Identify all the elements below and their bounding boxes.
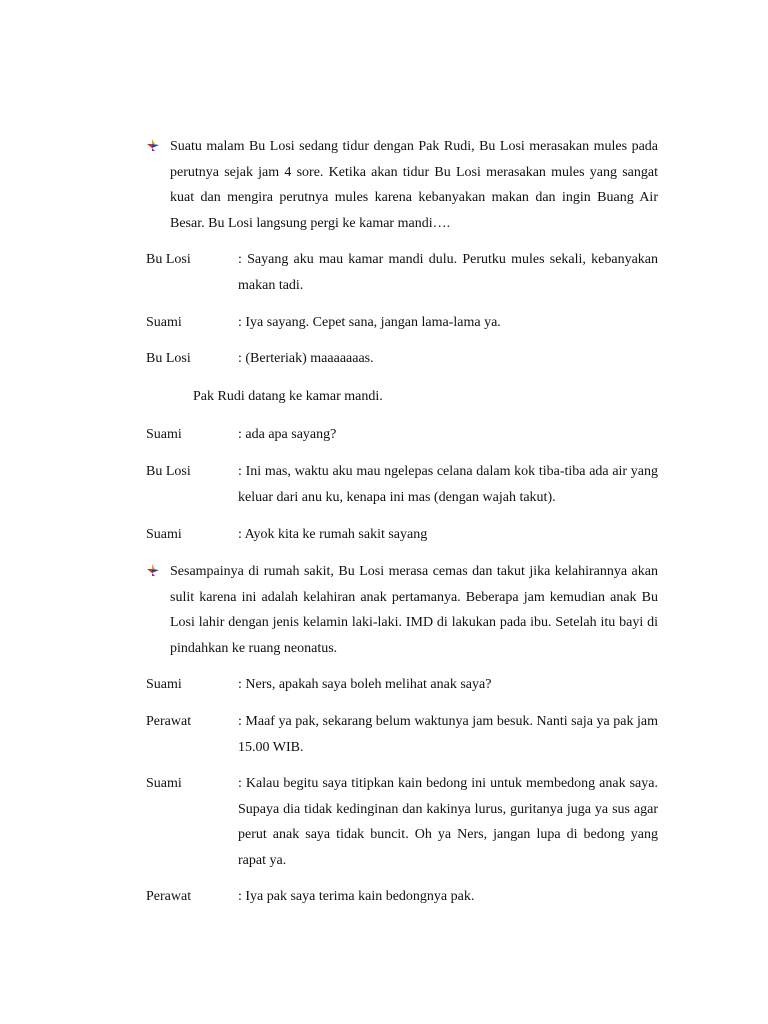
colorful-arrow-bullet-icon — [146, 139, 160, 151]
dialogue-row — [146, 672, 658, 698]
dialogue-line: : ada apa sayang? — [238, 427, 337, 442]
dialogue-row — [146, 422, 658, 448]
speaker-name: Bu Losi — [146, 464, 191, 479]
dialogue-row — [146, 884, 658, 910]
dialogue-line: : Kalau begitu saya titipkan kain bedong ini untuk membedong anak saya. Supaya dia tidak kedinginan dan kakinya lurus, guritanya juga ya sus agar perut anak saya tidak buncit. Oh ya Ners, jangan lupa di bedong yang rapat ya. — [238, 776, 658, 868]
dialogue-line: : Iya sayang. Cepet sana, jangan lama-lama ya. — [238, 315, 501, 330]
speaker-name: Suami — [146, 527, 182, 542]
dialogue-row — [146, 459, 658, 510]
dialogue-row — [146, 771, 658, 873]
dialogue-line: : Ners, apakah saya boleh melihat anak saya? — [238, 677, 492, 692]
speaker-name: Suami — [146, 315, 182, 330]
dialogue-row — [146, 709, 658, 760]
dialogue-row — [146, 522, 658, 548]
narration-text: Suatu malam Bu Losi sedang tidur dengan Pak Rudi, Bu Losi merasakan mules pada perutnya sejak jam 4 sore. Ketika akan tidur Bu Losi merasakan mules yang sangat kuat dan mengira perutnya mules karena kebanyakan makan dan ingin Buang Air Besar. Bu Losi langsung pergi ke kamar mandi…. — [170, 139, 658, 231]
dialogue-line: : Ini mas, waktu aku mau ngelepas celana dalam kok tiba-tiba ada air yang keluar dari anu ku, kenapa ini mas (dengan wajah takut). — [238, 464, 658, 505]
dialogue-line: : Ayok kita ke rumah sakit sayang — [238, 527, 428, 542]
dialogue-line: : Maaf ya pak, sekarang belum waktunya jam besuk. Nanti saja ya pak jam 15.00 WIB. — [238, 714, 658, 755]
narration-paragraph — [146, 134, 658, 236]
dialogue-line: : (Berteriak) maaaaaaas. — [238, 351, 374, 366]
narration-paragraph — [146, 559, 658, 661]
dialogue-row — [146, 247, 658, 298]
dialogue-line: : Iya pak saya terima kain bedongnya pak. — [238, 889, 475, 904]
dialogue-line: : Sayang aku mau kamar mandi dulu. Perutku mules sekali, kebanyakan makan tadi. — [238, 252, 658, 293]
speaker-name: Bu Losi — [146, 351, 191, 366]
speaker-name: Suami — [146, 776, 182, 791]
colorful-arrow-bullet-icon — [146, 564, 160, 576]
stage-direction: Pak Rudi datang ke kamar mandi. — [193, 389, 383, 404]
speaker-name: Suami — [146, 427, 182, 442]
speaker-name: Perawat — [146, 889, 192, 904]
speaker-name: Perawat — [146, 714, 192, 729]
dialogue-row — [146, 310, 658, 336]
narration-text: Sesampainya di rumah sakit, Bu Losi merasa cemas dan takut jika kelahirannya akan sulit karena ini adalah kelahiran anak pertamanya. Beberapa jam kemudian anak Bu Losi lahir dengan jenis kelamin laki-laki. IMD di lakukan pada ibu. Setelah itu bayi di pindahkan ke ruang neonatus. — [170, 564, 658, 656]
speaker-name: Bu Losi — [146, 252, 191, 267]
dialogue-row — [146, 346, 658, 372]
speaker-name: Suami — [146, 677, 182, 692]
